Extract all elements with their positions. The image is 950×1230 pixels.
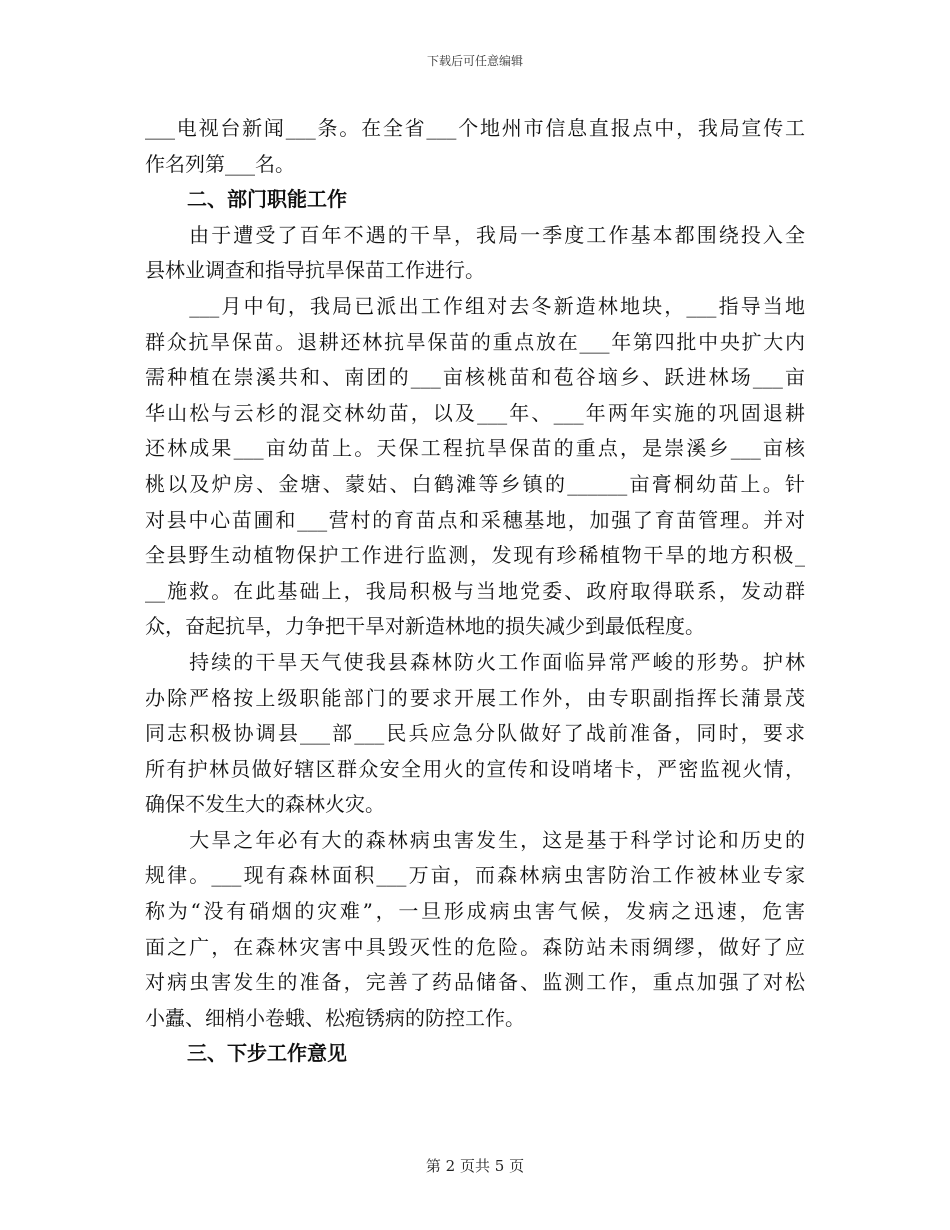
document-body	[145, 111, 805, 1072]
section-heading: 二、部门职能工作	[187, 187, 347, 212]
page-footer: 第 2 页共 5 页	[425, 1157, 525, 1175]
body-line: 对县中心苗圃和___营村的育苗点和采穗基地，加强了育苗管理。并对	[145, 507, 805, 532]
body-line: 全县野生动植物保护工作进行监测，发现有珍稀植物干旱的地方积极_	[145, 543, 805, 568]
page-header: 下载后可任意编辑	[426, 54, 523, 68]
body-line: 县林业调查和指导抗旱保苗工作进行。	[145, 258, 485, 283]
body-line: 面之广，在森林灾害中具毁灭性的危险。森防站未雨绸缪，做好了应	[145, 934, 805, 959]
body-line: 所有护林员做好辖区群众安全用火的宣传和设哨堵卡，严密监视火情，	[145, 756, 805, 781]
body-line: 大旱之年必有大的森林病虫害发生，这是基于科学讨论和历史的	[145, 827, 805, 852]
body-line: 华山松与云杉的混交林幼苗，以及___年、___年两年实施的巩固退耕	[145, 400, 805, 425]
body-line: 规律。___现有森林面积___万亩，而森林病虫害防治工作被林业专家	[145, 863, 805, 888]
body-line: 需种植在崇溪共和、南团的___亩核桃苗和苞谷垴乡、跃进林场___亩	[145, 365, 805, 390]
body-line: 办除严格按上级职能部门的要求开展工作外，由专职副指挥长蒲景茂	[145, 685, 805, 710]
body-line: 持续的干旱天气使我县森林防火工作面临异常严峻的形势。护林	[145, 649, 805, 674]
body-line: ___电视台新闻___条。在全省___个地州市信息直报点中，我局宣传工	[145, 116, 805, 140]
section-heading: 三、下步工作意见	[187, 1041, 347, 1066]
body-line: 群众抗旱保苗。退耕还林抗旱保苗的重点放在___年第四批中央扩大内	[145, 329, 805, 354]
body-line: 由于遭受了百年不遇的干旱，我局一季度工作基本都围绕投入全	[145, 222, 805, 247]
body-line: 还林成果___亩幼苗上。天保工程抗旱保苗的重点，是崇溪乡___亩核	[145, 436, 805, 461]
body-line: 桃以及炉房、金塘、蒙姑、白鹤滩等乡镇的______亩膏桐幼苗上。针	[145, 471, 805, 496]
body-line: __施救。在此基础上，我局积极与当地党委、政府取得联系，发动群	[145, 578, 805, 603]
body-line: 作名列第___名。	[145, 151, 295, 176]
body-line: 同志积极协调县___部___民兵应急分队做好了战前准备，同时，要求	[145, 721, 805, 746]
body-line: 小蠹、细梢小卷蛾、松疱锈病的防控工作。	[145, 1005, 525, 1030]
body-line: ___月中旬，我局已派出工作组对去冬新造林地块，___指导当地	[145, 293, 805, 318]
body-line: 确保不发生大的森林火灾。	[145, 792, 385, 817]
body-line: 对病虫害发生的准备，完善了药品储备、监测工作，重点加强了对松	[145, 970, 805, 995]
body-line: 称为“没有硝烟的灾难”，一旦形成病虫害气候，发病之迅速，危害	[145, 899, 805, 924]
body-line: 众，奋起抗旱，力争把干旱对新造林地的损失减少到最低程度。	[145, 614, 705, 639]
